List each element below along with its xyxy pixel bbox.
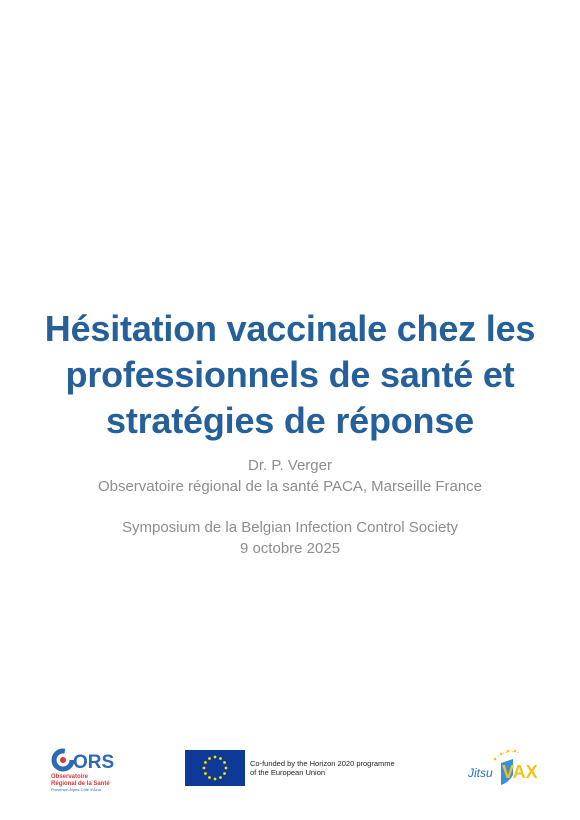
eu-star-icon bbox=[223, 761, 226, 764]
eu-funding-text bbox=[250, 759, 395, 777]
footer-logos bbox=[0, 745, 580, 795]
eu-star-icon bbox=[214, 756, 217, 759]
eu-star-icon bbox=[214, 778, 217, 781]
ors-logo bbox=[50, 747, 120, 797]
eu-funding-line1: Co-funded by the Horizon 2020 programme bbox=[250, 759, 395, 768]
document-title bbox=[20, 306, 560, 444]
eu-star-icon bbox=[223, 772, 226, 775]
vax-text: VAX bbox=[502, 762, 538, 782]
ors-line3: Provence-Alpes-Côte d'Azur bbox=[51, 787, 102, 792]
jitsuvax-logo bbox=[468, 745, 548, 789]
eu-star-icon bbox=[219, 757, 222, 760]
title-line: Hésitation vaccinale chez les bbox=[44, 308, 536, 349]
event-date: 9 octobre 2025 bbox=[239, 540, 341, 557]
affiliation: Observatoire régional de la santé PACA, Marseille France bbox=[97, 478, 483, 495]
eu-funding-line2: of the European Union bbox=[250, 768, 326, 777]
ors-line1: Observatoire bbox=[51, 774, 89, 780]
eu-flag-icon bbox=[185, 750, 245, 786]
ors-mark: ORS bbox=[73, 752, 115, 773]
ors-line2: Régional de la Santé bbox=[51, 781, 110, 787]
eu-star-icon bbox=[225, 767, 228, 770]
eu-star-icon bbox=[204, 761, 207, 764]
eu-star-icon bbox=[203, 767, 206, 770]
title-line: professionnels de santé et bbox=[65, 354, 515, 395]
eu-star-icon bbox=[219, 776, 222, 779]
event-name: Symposium de la Belgian Infection Control Society bbox=[121, 519, 458, 536]
eu-star-icon bbox=[208, 757, 211, 760]
author-name: Dr. P. Verger bbox=[248, 457, 332, 474]
eu-star-icon bbox=[208, 776, 211, 779]
eu-star-icon bbox=[204, 772, 207, 775]
title-line: stratégies de réponse bbox=[106, 400, 474, 441]
jitsu-text: Jitsu bbox=[468, 766, 493, 780]
